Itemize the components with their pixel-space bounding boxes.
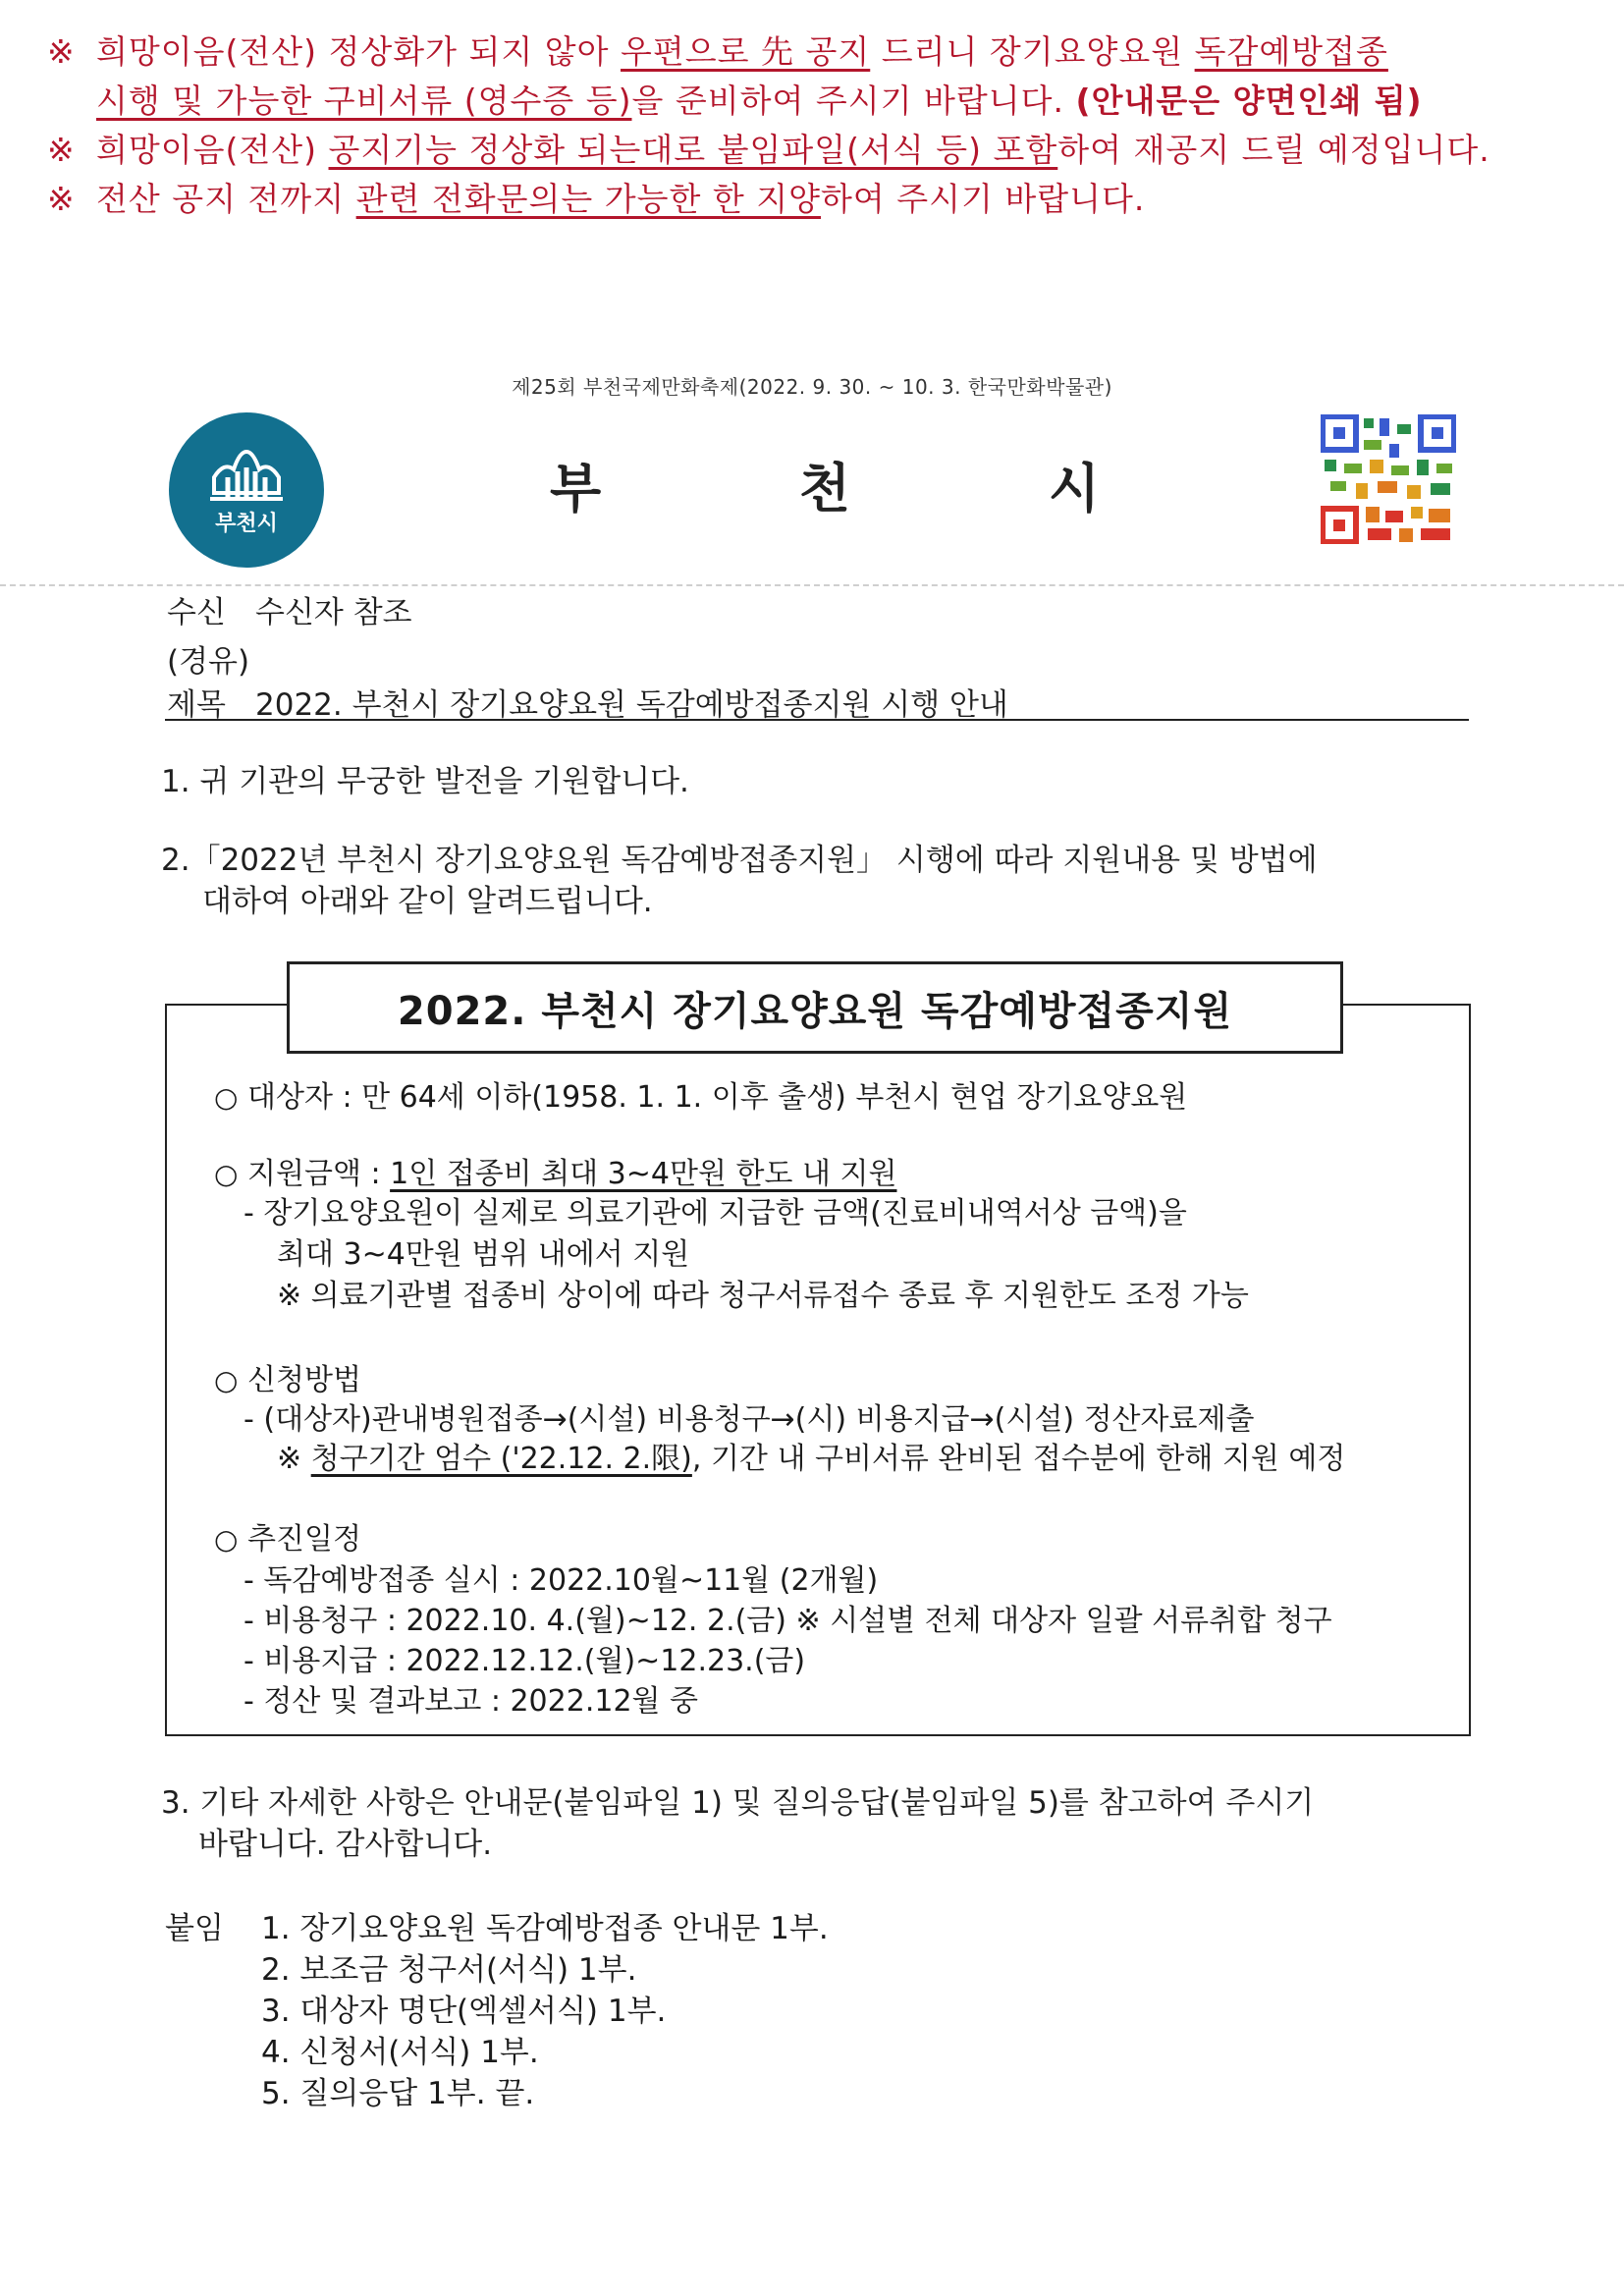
notice-mark: ※ xyxy=(47,32,76,71)
method-note-mark: ※ xyxy=(277,1442,311,1476)
subject-value: 2022. 부천시 장기요양요원 독감예방접종지원 시행 안내 xyxy=(255,687,1008,723)
attachment-item: 4. 신청서(서식) 1부. xyxy=(261,2035,539,2070)
amount-detail-2: 최대 3~4만원 범위 내에서 지원 xyxy=(277,1237,690,1272)
schedule-row: - 독감예방접종 실시 : 2022.10월~11월 (2개월) xyxy=(244,1563,879,1598)
org-char: 시 xyxy=(1048,458,1100,519)
attachment-item: 2. 보조금 청구서(서식) 1부. xyxy=(261,1952,637,1988)
notice-text: 희망이음(전산) 정상화가 되지 않아 xyxy=(96,32,621,71)
amount-detail-1: - 장기요양요원이 실제로 의료기관에 지급한 금액(진료비내역서상 금액)을 xyxy=(244,1196,1187,1230)
method-label: 신청방법 xyxy=(247,1363,361,1397)
circle-bullet-icon: ○ xyxy=(214,1081,239,1114)
recipient-value: 수신자 참조 xyxy=(255,595,412,630)
bucheon-logo xyxy=(169,412,324,568)
notice-line-2 xyxy=(47,77,1589,126)
org-char: 천 xyxy=(798,458,851,519)
method-note-deadline: 청구기간 엄수 ('22.12. 2.限) xyxy=(310,1442,692,1476)
schedule-row: - 비용지급 : 2022.12.12.(월)~12.23.(금) xyxy=(244,1644,806,1678)
schedule-row: - 정산 및 결과보고 : 2022.12월 중 xyxy=(244,1684,699,1719)
paragraph-1: 1. 귀 기관의 무궁한 발전을 기원합니다. xyxy=(161,764,689,799)
notice-mark: ※ xyxy=(47,180,76,218)
schedule-row: - 비용청구 : 2022.10. 4.(월)~12. 2.(금) ※ 시설별 전체 대상자 일괄 서류취합 청구 xyxy=(244,1604,1332,1638)
notice-mark: ※ xyxy=(47,131,76,169)
target-text: 대상자 : 만 64세 이하(1958. 1. 1. 이후 출생) 부천시 현업 장기요양요원 xyxy=(247,1080,1188,1115)
circle-bullet-icon: ○ xyxy=(214,1364,239,1396)
recipient-label: 수신 xyxy=(167,595,226,630)
circle-bullet-icon: ○ xyxy=(214,1158,239,1190)
organization-name xyxy=(550,447,1100,522)
paragraph-2-line-2: 대하여 아래와 같이 알려드립니다. xyxy=(202,884,653,919)
amount-value: 1인 접종비 최대 3~4만원 한도 내 지원 xyxy=(390,1157,897,1191)
attachment-item: 3. 대상자 명단(엑셀서식) 1부. xyxy=(261,1994,667,2029)
logo-label: 부천시 xyxy=(215,512,278,536)
support-box-title: 2022. 부천시 장기요양요원 독감예방접종지원 xyxy=(287,961,1343,1054)
notice-text: 희망이음(전산) xyxy=(96,131,329,169)
method-detail: - (대상자)관내병원접종→(시설) 비용청구→(시) 비용지급→(시설) 정산자료제출 xyxy=(244,1402,1255,1437)
paragraph-2-line-1: 2.「2022년 부천시 장기요양요원 독감예방접종지원」 시행에 따라 지원내용 및 방법에 xyxy=(161,843,1318,878)
amount-item xyxy=(214,1149,896,1192)
notice-underlined-text: 시행 및 가능한 구비서류 (영수증 등) xyxy=(96,82,632,120)
circle-bullet-icon: ○ xyxy=(214,1523,239,1556)
schedule-label: 추진일정 xyxy=(247,1522,361,1557)
recipient-line xyxy=(167,587,412,631)
notice-underlined-text: 공지기능 정상화 되는대로 붙임파일(서식 등) 포함 xyxy=(328,131,1058,169)
amount-label: 지원금액 : xyxy=(247,1157,391,1191)
notice-underlined-text: 관련 전화문의는 가능한 한 지양 xyxy=(355,180,821,218)
paragraph-3-line-1: 3. 기타 자세한 사항은 안내문(붙임파일 1) 및 질의응답(붙임파일 5)를 참고하여 주시기 xyxy=(161,1785,1315,1821)
notice-text: 전산 공지 전까지 xyxy=(96,180,356,218)
city-emblem-icon xyxy=(169,412,324,568)
method-item xyxy=(214,1355,361,1398)
subject-rule xyxy=(165,719,1469,721)
attachment-item: 5. 질의응답 1부. 끝. xyxy=(261,2076,535,2111)
method-note-rest: , 기간 내 구비서류 완비된 접수분에 한해 지원 예정 xyxy=(691,1442,1346,1476)
notice-bold-text: (안내문은 양면인쇄 됨) xyxy=(1075,82,1423,120)
via-line: (경유) xyxy=(167,644,250,680)
notice-underlined-text: 독감예방접종 xyxy=(1194,32,1388,71)
subject-line xyxy=(167,680,1008,724)
subject-label: 제목 xyxy=(167,687,226,723)
amount-note: ※ 의료기관별 접종비 상이에 따라 청구서류접수 종료 후 지원한도 조정 가능 xyxy=(277,1279,1249,1313)
target-item xyxy=(214,1072,1187,1116)
method-note xyxy=(277,1434,1345,1477)
schedule-item xyxy=(214,1514,361,1558)
qr-code-icon xyxy=(1321,414,1456,544)
notice-text: 드리니 장기요양요원 xyxy=(870,32,1195,71)
notice-text: 하여 재공지 드릴 예정입니다. xyxy=(1057,131,1490,169)
festival-banner: 제25회 부천국제만화축제(2022. 9. 30. ~ 10. 3. 한국만화박물관) xyxy=(512,375,1112,399)
notice-block xyxy=(47,27,1589,224)
notice-text: 하여 주시기 바랍니다. xyxy=(821,180,1146,218)
notice-line-1 xyxy=(47,27,1589,77)
notice-line-3 xyxy=(47,126,1589,175)
paragraph-3-line-2: 바랍니다. 감사합니다. xyxy=(198,1827,493,1862)
notice-line-4 xyxy=(47,175,1589,224)
attachment-item: 1. 장기요양요원 독감예방접종 안내문 1부. xyxy=(261,1911,829,1946)
notice-text: 을 준비하여 주시기 바랍니다. xyxy=(631,82,1076,120)
header-divider xyxy=(0,584,1624,586)
attachments-label: 붙임 xyxy=(165,1911,224,1946)
notice-underlined-text: 우편으로 先 공지 xyxy=(621,32,871,71)
org-char: 부 xyxy=(550,458,602,519)
